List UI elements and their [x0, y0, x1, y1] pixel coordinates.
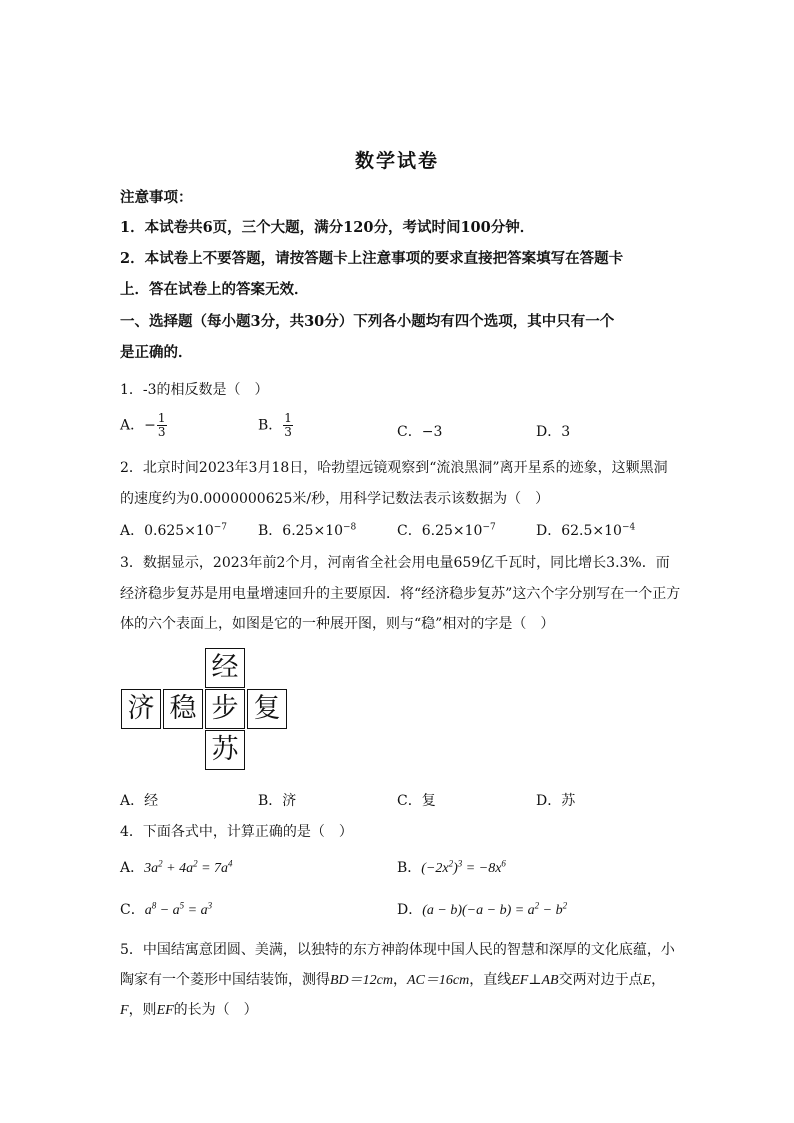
q5-stem-line-1: 5．中国结寓意团圆、美满，以独特的东方神韵体现中国人民的智慧和深厚的文化底蕴，小 [120, 942, 675, 958]
q5-bd-length: BD＝12cm [330, 973, 393, 988]
q3-stem-line-3: 体的六个表面上，如图是它的一种展开图，则与“稳”相对的字是（ ） [120, 616, 555, 632]
q5-point-e: E [642, 973, 652, 988]
q1-option-a-fraction: $\frac{1}{3}$ [157, 411, 166, 439]
q5-ef-segment: EF [156, 1003, 174, 1018]
q4-stem: 4．下面各式中，计算正确的是（ ） [120, 824, 353, 840]
net-cell-left-2: 稳 [163, 689, 203, 729]
q4-option-d: D．$(a - b)(-a - b) = a^2 - b^2$ [397, 900, 568, 918]
q3-option-d: D．苏 [536, 793, 576, 809]
q2-stem-line-1: 2．北京时间2023年3月18日，哈勃望远镜观察到“流浪黑洞”离开星系的迹象，这颗黑洞 [120, 460, 668, 476]
section-1-heading-cont: 是正确的． [120, 344, 193, 361]
q1-stem: 1．-3的相反数是（ ） [120, 382, 269, 398]
q1-option-c: C．−3 [397, 424, 443, 440]
notice-item-2-cont: 上．答在试卷上的答案无效． [120, 281, 309, 298]
q3-stem-line-2: 经济稳步复苏是用电量增速回升的主要原因．将“经济稳步复苏”这六个字分别写在一个正方 [120, 586, 681, 602]
net-cell-bottom: 苏 [205, 730, 245, 770]
q4-option-a: A．$3a^2 + 4a^2 = 7a^4$ [120, 858, 233, 876]
q1-option-a-sign: − [144, 417, 156, 434]
q2-stem-line-2: 的速度约为0.0000000625米/秒，用科学记数法表示该数据为（ ） [120, 491, 550, 507]
net-cell-right: 复 [247, 689, 287, 729]
q2-option-b: B．$6.25\times 10^{-8}$ [258, 522, 357, 539]
q3-stem-line-1: 3．数据显示，2023年前2个月，河南省全社会用电量659亿千瓦时，同比增长3.3%．而 [120, 555, 670, 571]
q5-ef-perp-ab: EF⊥AB [511, 973, 559, 988]
notice-heading: 注意事项： [120, 189, 193, 206]
q2-option-c: C．$6.25\times 10^{-7}$ [397, 522, 496, 539]
q5-point-f: F [120, 1003, 129, 1018]
q5-ac-length: AC＝16cm [407, 973, 470, 988]
page-title: 数学试卷 [354, 150, 439, 172]
notice-item-2: 2．本试卷上不要答题，请按答题卡上注意事项的要求直接把答案填写在答题卡 [120, 250, 624, 267]
notice-item-1: 1．本试卷共6页，三个大题，满分120分，考试时间100分钟． [120, 219, 535, 236]
q3-option-a: A．经 [120, 793, 159, 809]
q3-option-b: B．济 [258, 793, 297, 809]
net-cell-left-1: 济 [121, 689, 161, 729]
q5-stem-line-3: F，则EF的长为（ ） [120, 1002, 258, 1018]
q1-option-b-label: B． [258, 417, 283, 434]
q2-option-a: A．$0.625\times 10^{-7}$ [120, 522, 228, 539]
q4-option-b: B．$(-2x^2)^3 = -8x^6$ [397, 858, 506, 876]
q1-option-d: D．3 [536, 424, 571, 440]
q1-option-a [120, 412, 168, 439]
net-cell-top: 经 [205, 648, 245, 688]
net-cell-center: 步 [205, 689, 245, 729]
q5-stem-line-2: 陶家有一个菱形中国结装饰，测得BD＝12cm，AC＝16cm，直线EF⊥AB交两对边于点E， [120, 972, 666, 988]
q1-option-a-label: A． [120, 417, 145, 434]
section-1-heading: 一、选择题（每小题3分，共30分）下列各小题均有四个选项，其中只有一个 [120, 313, 615, 330]
q2-option-d: D．$62.5\times 10^{-4}$ [536, 522, 636, 539]
q1-option-b [258, 412, 294, 439]
q3-option-c: C．复 [397, 793, 436, 809]
q1-option-b-fraction: $\frac{1}{3}$ [284, 411, 292, 439]
q4-option-c: C．$a^8 - a^5 = a^3$ [120, 900, 213, 918]
